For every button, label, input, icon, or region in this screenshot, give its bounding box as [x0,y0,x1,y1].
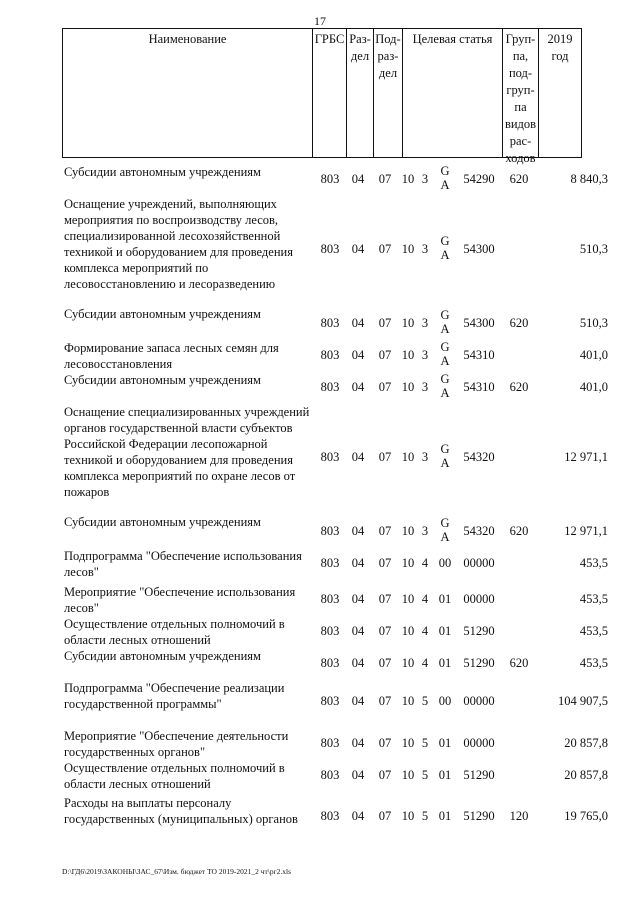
cell-t1: 10 [401,694,415,708]
cell-t3: 01 [438,656,452,670]
cell-sum: 401,0 [579,348,608,362]
cell-t4: 54290 [463,172,495,186]
cell-razd: 04 [351,694,365,708]
cell-pod: 07 [378,524,392,538]
cell-pod: 07 [378,736,392,750]
cell-t4: 54310 [463,380,495,394]
header-target: Целевая статья [403,29,503,157]
cell-sum: 453,5 [579,556,608,570]
cell-grbs: 803 [320,694,340,708]
row-name: Субсидии автономным учреждениям [64,373,261,387]
cell-razd: 04 [351,524,365,538]
cell-grbs: 803 [320,348,340,362]
cell-sum: 19 765,0 [564,809,608,823]
cell-t3: 01 [438,768,452,782]
cell-razd: 04 [351,316,365,330]
row-name: Подпрограмма "Обеспечение реализации государственной программы" [64,681,285,711]
page-number: 17 [314,14,326,28]
cell-grp: 120 [509,809,529,823]
cell-t4: 51290 [463,809,495,823]
cell-t3: G A [440,234,450,262]
cell-grbs: 803 [320,656,340,670]
cell-pod: 07 [378,172,392,186]
header-grbs: ГРБС [313,29,347,157]
row-name: Оснащение учреждений, выполняющих мероприятия по воспроизводству лесов, специализированной лесохозяйственной техникой и оборудованием для проведения комплекса мероприятий по лесовосстановлению и лесоразведению [64,197,293,291]
cell-t3: G A [440,516,450,544]
cell-razd: 04 [351,736,365,750]
cell-pod: 07 [378,348,392,362]
cell-sum: 20 857,8 [564,736,608,750]
cell-t2: 4 [421,656,429,670]
cell-t2: 4 [421,592,429,606]
cell-sum: 453,5 [579,656,608,670]
cell-t4: 00000 [463,556,495,570]
cell-razd: 04 [351,809,365,823]
cell-sum: 510,3 [579,242,608,256]
row-name: Осуществление отдельных полномочий в области лесных отношений [64,617,285,647]
cell-t1: 10 [401,172,415,186]
file-path-footer: D:\ГД6\2019\ЗАКОНЫ\ЗАС_67\Изм. бюджет ТО 2019-2021_2 чт\рг2.xls [62,867,292,876]
cell-sum: 12 971,1 [564,524,608,538]
cell-t2: 4 [421,624,429,638]
cell-sum: 453,5 [579,624,608,638]
cell-sum: 104 907,5 [558,694,608,708]
cell-t2: 5 [421,694,429,708]
cell-razd: 04 [351,592,365,606]
cell-t1: 10 [401,624,415,638]
cell-t1: 10 [401,450,415,464]
cell-pod: 07 [378,809,392,823]
cell-grp: 620 [509,316,529,330]
cell-t4: 54310 [463,348,495,362]
cell-t3: G A [440,372,450,400]
cell-t3: 00 [438,556,452,570]
cell-grbs: 803 [320,524,340,538]
cell-t1: 10 [401,809,415,823]
cell-t3: G A [440,164,450,192]
header-name: Наименование [63,29,313,157]
cell-t2: 5 [421,736,429,750]
cell-grp: 620 [509,380,529,394]
cell-t1: 10 [401,524,415,538]
row-name: Подпрограмма "Обеспечение использования лесов" [64,549,302,579]
cell-t4: 51290 [463,768,495,782]
cell-t4: 00000 [463,592,495,606]
cell-sum: 401,0 [579,380,608,394]
cell-razd: 04 [351,242,365,256]
cell-t2: 5 [421,809,429,823]
cell-t1: 10 [401,316,415,330]
cell-t3: G A [440,308,450,336]
cell-t1: 10 [401,656,415,670]
cell-sum: 12 971,1 [564,450,608,464]
header-year: 2019 год [547,32,573,63]
cell-t3: G A [440,442,450,470]
cell-sum: 20 857,8 [564,768,608,782]
cell-t1: 10 [401,242,415,256]
cell-grbs: 803 [320,592,340,606]
row-name: Расходы на выплаты персоналу государственных (муниципальных) органов [64,796,298,826]
cell-t4: 51290 [463,656,495,670]
cell-pod: 07 [378,656,392,670]
cell-sum: 510,3 [579,316,608,330]
cell-t3: 01 [438,736,452,750]
cell-pod: 07 [378,316,392,330]
cell-t3: 01 [438,592,452,606]
cell-t1: 10 [401,380,415,394]
cell-grbs: 803 [320,624,340,638]
cell-t1: 10 [401,768,415,782]
cell-t3: 01 [438,809,452,823]
row-name: Мероприятие "Обеспечение использования лесов" [64,585,296,615]
cell-t1: 10 [401,348,415,362]
cell-t3: 00 [438,694,452,708]
cell-grp: 620 [509,172,529,186]
cell-t1: 10 [401,592,415,606]
cell-pod: 07 [378,768,392,782]
cell-grbs: 803 [320,450,340,464]
cell-t2: 3 [421,524,429,538]
cell-pod: 07 [378,450,392,464]
cell-razd: 04 [351,556,365,570]
cell-razd: 04 [351,450,365,464]
cell-razd: 04 [351,624,365,638]
cell-grbs: 803 [320,809,340,823]
row-name: Осуществление отдельных полномочий в области лесных отношений [64,761,285,791]
cell-t2: 3 [421,242,429,256]
header-podrazdel: Под- раз- дел [374,29,403,157]
cell-grbs: 803 [320,736,340,750]
cell-grbs: 803 [320,316,340,330]
cell-pod: 07 [378,624,392,638]
cell-pod: 07 [378,242,392,256]
cell-t3: G A [440,340,450,368]
cell-t2: 3 [421,316,429,330]
header-group: Груп- па, под- груп- па видов рас- ходов [503,29,539,157]
cell-t2: 3 [421,380,429,394]
cell-sum: 8 840,3 [570,172,608,186]
cell-grbs: 803 [320,172,340,186]
cell-t2: 5 [421,768,429,782]
row-name: Субсидии автономным учреждениям [64,515,261,529]
cell-grp: 620 [509,524,529,538]
cell-grbs: 803 [320,556,340,570]
cell-t4: 54300 [463,316,495,330]
cell-razd: 04 [351,172,365,186]
cell-t2: 3 [421,450,429,464]
cell-t2: 3 [421,348,429,362]
cell-pod: 07 [378,556,392,570]
cell-razd: 04 [351,768,365,782]
cell-pod: 07 [378,694,392,708]
cell-razd: 04 [351,380,365,394]
row-name: Мероприятие "Обеспечение деятельности государственных органов" [64,729,289,759]
cell-grp: 620 [509,656,529,670]
cell-t2: 4 [421,556,429,570]
cell-grbs: 803 [320,242,340,256]
cell-t3: 01 [438,624,452,638]
cell-t4: 51290 [463,624,495,638]
cell-t4: 54320 [463,524,495,538]
cell-sum: 453,5 [579,592,608,606]
header-razdel: Раз- дел [347,29,374,157]
cell-t4: 54320 [463,450,495,464]
cell-t4: 54300 [463,242,495,256]
cell-pod: 07 [378,592,392,606]
row-name: Субсидии автономным учреждениям [64,307,261,321]
cell-grbs: 803 [320,380,340,394]
cell-razd: 04 [351,656,365,670]
cell-t4: 00000 [463,694,495,708]
cell-t2: 3 [421,172,429,186]
cell-t1: 10 [401,556,415,570]
cell-t1: 10 [401,736,415,750]
cell-pod: 07 [378,380,392,394]
cell-grbs: 803 [320,768,340,782]
row-name: Формирование запаса лесных семян для лесовосстановления [64,341,279,371]
row-name: Оснащение специализированных учреждений органов государственной власти субъектов Российской Федерации лесопожарной техникой и оборудованием для проведения комплекса мероприятий по охране лесов от пожаров [64,405,310,499]
cell-t4: 00000 [463,736,495,750]
row-name: Субсидии автономным учреждениям [64,165,261,179]
row-name: Субсидии автономным учреждениям [64,649,261,663]
cell-razd: 04 [351,348,365,362]
